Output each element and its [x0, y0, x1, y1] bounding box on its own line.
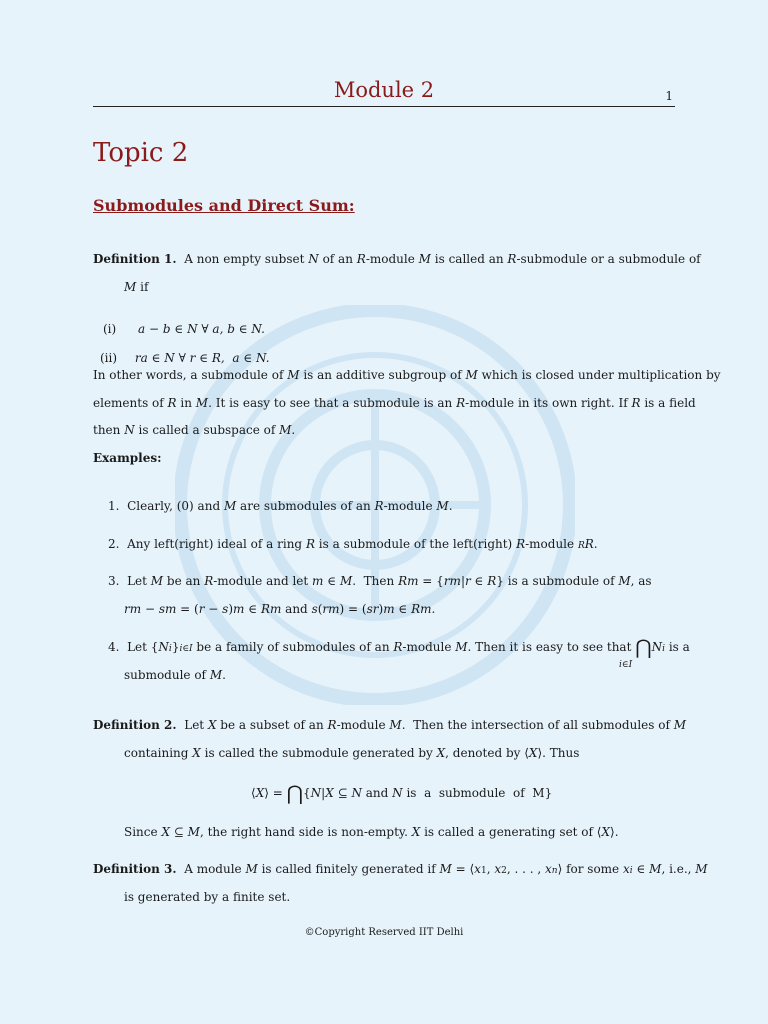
paragraph-line-1: In other words, a submodule of M is an additive subgroup of M which is closed under multiplication by — [93, 368, 721, 382]
example-4-index: i∈I — [619, 660, 633, 670]
condition-i-label: (i) — [103, 322, 117, 336]
example-3-line-1: 3. Let M be an R-module and let m ∈ M. Then Rm = {rm|r ∈ R} is a submodule of M, as — [108, 574, 652, 588]
section-title: Submodules and Direct Sum: — [93, 196, 355, 215]
example-3-line-2: rm − sm = (r − s)m ∈ Rm and s(rm) = (sr)m ∈ Rm. — [124, 602, 436, 616]
definition-2-line-2: containing X is called the submodule generated by X, denoted by ⟨X⟩. Thus — [124, 746, 580, 760]
condition-i: (i) a − b ∈ N ∀ a, b ∈ N. — [103, 322, 265, 336]
definition-1-text: A non empty subset N of an R-module M is called an R-submodule or a submodule of — [184, 252, 701, 266]
examples-heading: Examples: — [93, 451, 162, 465]
definition-2-remark: Since X ⊆ M, the right hand side is non-empty. X is called a generating set of ⟨X⟩. — [124, 825, 619, 839]
definition-2-label: Definition 2. — [93, 718, 177, 732]
definition-2-equation: ⟨X⟩ = ⋂{N|X ⊆ N and N is a submodule of M} — [251, 781, 553, 805]
definition-3-line-2: is generated by a finite set. — [124, 890, 291, 904]
example-1: 1. Clearly, (0) and M are submodules of an R-module M. — [108, 499, 453, 513]
definition-1-label: Definition 1. — [93, 252, 177, 266]
paragraph-line-2: elements of R in M. It is easy to see that a submodule is an R-module in its own right. If R is a field — [93, 396, 696, 410]
condition-ii: (ii) ra ∈ N ∀ r ∈ R, a ∈ N. — [100, 351, 270, 365]
running-header-title: Module 2 — [333, 78, 435, 102]
running-header — [93, 76, 675, 107]
example-4-line-2: submodule of M. — [124, 668, 226, 682]
topic-title: Topic 2 — [93, 138, 189, 168]
definition-3-line-1: Definition 3. A module M is called finitely generated if M = ⟨x1, x2, . . . , xn⟩ for some xi ∈ M, i.e., M — [93, 862, 708, 876]
definition-3-label: Definition 3. — [93, 862, 177, 876]
condition-ii-label: (ii) — [100, 351, 118, 365]
example-2: 2. Any left(right) ideal of a ring R is a submodule of the left(right) R-module RR. — [108, 537, 598, 551]
copyright-footer: ©Copyright Reserved IIT Delhi — [304, 927, 464, 938]
paragraph-line-3: then N is called a subspace of M. — [93, 423, 296, 437]
definition-1-line-2: M if — [124, 280, 149, 294]
example-4-line-1: 4. Let {Ni}i∈I be a family of submodules of an R-module M. Then it is easy to see that ⋂Ni is a — [108, 635, 690, 659]
definition-2-line-1: Definition 2. Let X be a subset of an R-module M. Then the intersection of all submodules of M — [93, 718, 687, 732]
page-number: 1 — [665, 89, 673, 103]
definition-1-line-1 — [93, 251, 701, 267]
